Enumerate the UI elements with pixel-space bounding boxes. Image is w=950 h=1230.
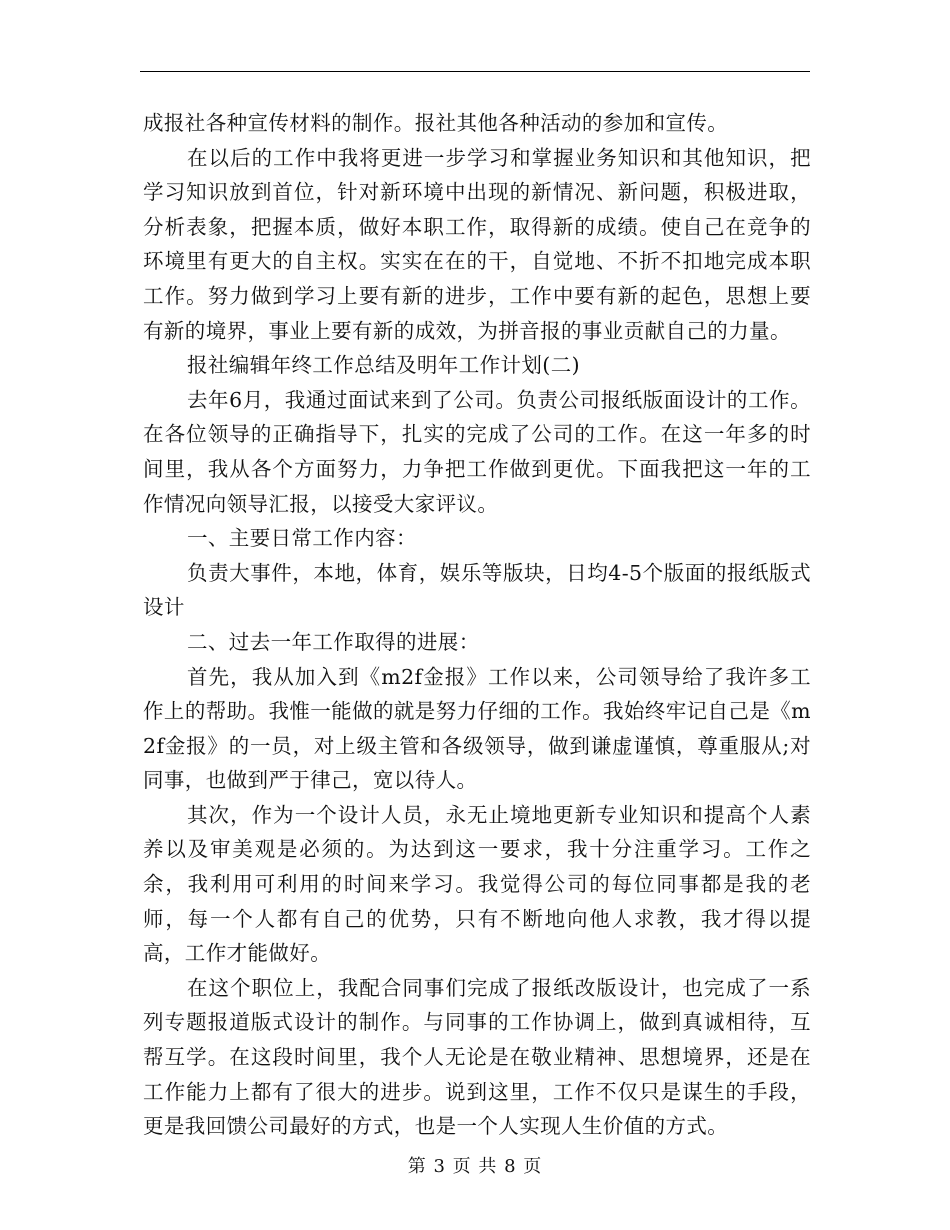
document-body [143, 106, 811, 1144]
paragraph: 在这个职位上，我配合同事们完成了报纸改版设计，也完成了一系列专题报道版式设计的制作。与同事的工作协调上，做到真诚相待，互帮互学。在这段时间里，我个人无论是在敬业精神、思想境界，还是在工作能力上都有了很大的进步。说到这里，工作不仅只是谋生的手段，更是我回馈公司最好的方式，也是一个人实现人生价值的方式。 [143, 975, 811, 1139]
paragraph: 其次，作为一个设计人员，永无止境地更新专业知识和提高个人素养以及审美观是必须的。为达到这一要求，我十分注重学习。工作之余，我利用可利用的时间来学习。我觉得公司的每位同事都是我的老师，每一个人都有自己的优势，只有不断地向他人求教，我才得以提高，工作才能做好。 [143, 802, 811, 966]
paragraph: 成报社各种宣传材料的制作。报社其他各种活动的参加和宣传。 [143, 111, 729, 135]
paragraph: 去年6月，我通过面试来到了公司。负责公司报纸版面设计的工作。在各位领导的正确指导下，扎实的完成了公司的工作。在这一年多的时间里，我从各个方面努力，力争把工作做到更优。下面我把这一年的工作情况向领导汇报，以接受大家评议。 [143, 387, 811, 516]
paragraph: 首先，我从加入到《m2f金报》工作以来，公司领导给了我许多工作上的帮助。我惟一能做的就是努力仔细的工作。我始终牢记自己是《m2f金报》的一员，对上级主管和各级领导，做到谦虚谨慎，尊重服从;对同事，也做到严于律己，宽以待人。 [143, 664, 811, 793]
header-rule [140, 71, 810, 72]
paragraph: 负责大事件，本地，体育，娱乐等版块，日均4-5个版面的报纸版式设计 [143, 560, 811, 620]
section-heading: 二、过去一年工作取得的进展： [187, 629, 480, 654]
section-heading: 一、主要日常工作内容： [187, 526, 417, 551]
paragraph: 在以后的工作中我将更进一步学习和掌握业务知识和其他知识，把学习知识放到首位，针对新环境中出现的新情况、新问题，积极进取，分析表象，把握本质，做好本职工作，取得新的成绩。使自己在竞争的环境里有更大的自主权。实实在在的干，自觉地、不折不扣地完成本职工作。努力做到学习上要有新的进步，工作中要有新的起色，思想上要有新的境界，事业上要有新的成效，为拼音报的事业贡献自己的力量。 [143, 145, 811, 343]
page-number: 第 3 页 共 8 页 [407, 1156, 543, 1177]
section-title: 报社编辑年终工作总结及明年工作计划(二) [187, 353, 580, 378]
